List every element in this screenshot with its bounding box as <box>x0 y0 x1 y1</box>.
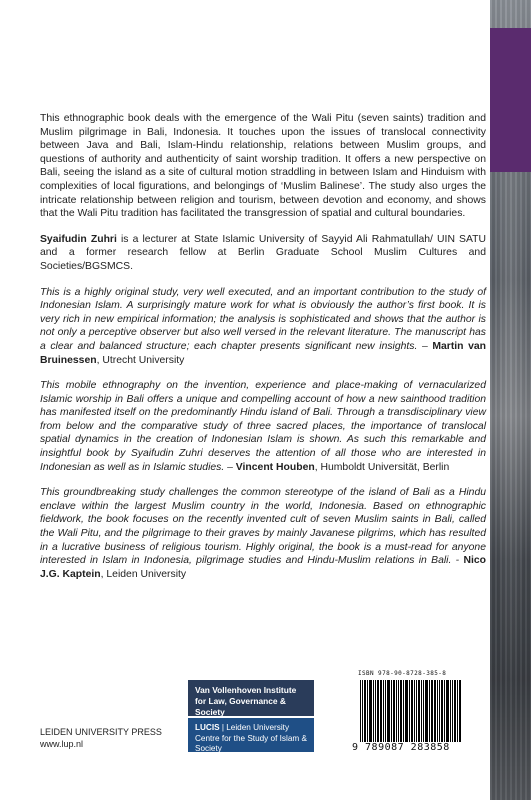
barcode-bar <box>360 680 361 742</box>
barcode-bar <box>387 680 390 742</box>
barcode-bar <box>434 680 436 742</box>
barcode-bar <box>457 680 458 742</box>
barcode-bar <box>441 680 443 742</box>
barcode-bar <box>450 680 451 742</box>
barcode-bar <box>429 680 430 742</box>
barcode-bar <box>364 680 366 742</box>
barcode-bars <box>360 680 472 742</box>
barcode-bar <box>425 680 428 742</box>
reviewer-affiliation: , Utrecht University <box>96 354 185 366</box>
barcode-bar <box>369 680 372 742</box>
review-text: This mobile ethnography on the invention, experience and place-making of vernacularized Islamic worship in Bali offers a unique and compelling account of how a new sainthood tradition has manifested itself on the predominantly Hindu island of Bali. Through a transdisciplinary view from below and the comparative study of three sacred places, the importance of translocal spatial dynamics in the creation of Indonesian Islam is shown. As such this remarkable and insightful book by Syaifudin Zuhri deserves the attention of all those who are interested in Indonesian as well as in Islamic studies. – <box>40 380 486 473</box>
author-bio <box>40 233 486 274</box>
lucis-text: | Leiden University Centre for the Study of Islam & Society <box>195 723 307 753</box>
barcode-bar <box>375 680 376 742</box>
barcode-bar <box>362 680 363 742</box>
reviewer-name: Nico J.G. Kaptein <box>40 555 486 580</box>
publisher-info <box>40 726 162 750</box>
author-bio-text: is a lecturer at State Islamic University of Sayyid Ali Rahmatullah/ UIN SATU and a former research fellow at Berlin Graduate School Muslim Cultures and Societies/BGSMCS. <box>40 233 486 272</box>
barcode-bar <box>444 680 445 742</box>
barcode-bar <box>411 680 413 742</box>
barcode-bar <box>373 680 374 742</box>
publisher-url: www.lup.nl <box>40 739 84 749</box>
barcode-bar <box>409 680 410 742</box>
barcode-bar <box>383 680 384 742</box>
barcode-bar <box>459 680 461 742</box>
barcode-bar <box>380 680 382 742</box>
back-cover-text <box>40 112 486 593</box>
review-text: This groundbreaking study challenges the common stereotype of the island of Bali as a Hindu enclave within the largest Muslim country in the world, Indonesia. Based on ethnographic fieldwork, the book focuses on the recently invented cult of seven Muslim saints in Bali, called the Wali Pitu, and the pilgrimage to their graves by mainly Javanese pilgrims, which has resulted in a lucrative business of religious tourism. Highly original, the book is a must-read for anyone interested in Islam in Indonesia, pilgrimage studies and Hindu-Muslim relations in Bali. - <box>40 487 486 567</box>
barcode-bar <box>439 680 440 742</box>
barcode-bar <box>398 680 399 742</box>
barcode-bar <box>416 680 417 742</box>
barcode-bar <box>423 680 424 742</box>
barcode-bar <box>367 680 368 742</box>
barcode-bar <box>454 680 456 742</box>
barcode-bar <box>393 680 395 742</box>
vvi-logo: Van Vollenhoven Institute for Law, Governance & Society <box>188 680 314 716</box>
barcode-bar <box>403 680 404 742</box>
publisher-name: LEIDEN UNIVERSITY PRESS <box>40 727 162 737</box>
barcode-bar <box>405 680 408 742</box>
barcode-bar <box>437 680 438 742</box>
barcode-bar <box>391 680 392 742</box>
accent-band <box>490 28 531 172</box>
barcode-bar <box>377 680 379 742</box>
reviewer-affiliation: , Leiden University <box>100 568 187 580</box>
book-blurb: This ethnographic book deals with the emergence of the Wali Pitu (seven saints) tradition and Muslim pilgrimage in Bali, Indonesia. It touches upon the issues of translocal connectivity between Java and Bali, Islam-Hindu relationship, relations between Muslim groups, and questions of authority and authenticity of saint worship tradition. It offers a new perspective on Bali, seeing the island as a site of cultural motion straddling in between Islam and Hinduism with complexities of local figurations, and belongings of ‘Muslim Balinese’. The study also urges the intricate relationship between religion and tourism, between devotion and economy, and shows that the Wali Pitu tradition has facilitated the transgression of spatial and cultural boundaries. <box>40 113 486 220</box>
author-name: Syaifudin Zuhri <box>40 233 117 245</box>
barcode-digits: 9 789087 283858 <box>352 742 450 753</box>
reviewer-name: Vincent Houben <box>235 461 315 473</box>
barcode-bar <box>446 680 449 742</box>
isbn-number: ISBN 978-90-8728-385-8 <box>358 670 447 677</box>
isbn-barcode <box>350 668 478 760</box>
lucis-logo <box>188 718 314 752</box>
barcode-bar <box>414 680 415 742</box>
barcode-bar <box>400 680 402 742</box>
reviewer-affiliation: , Humboldt Universität, Berlin <box>314 461 450 473</box>
review-text: This is a highly original study, very well executed, and an important contribution to the study of Indonesian Islam. A surprisingly mature work for what is obviously the author’s first book. It is very rich in new empirical information; the analysis is sophisticated and shows that the author is not only a perceptive observer but also well versed in the relevant literature. The manuscript has a clear and balanced structure; each chapter presents significant new insights. – <box>40 286 486 352</box>
barcode-bar <box>385 680 386 742</box>
review-3 <box>40 486 486 581</box>
review-2 <box>40 379 486 474</box>
barcode-bar <box>421 680 422 742</box>
barcode-bar <box>418 680 420 742</box>
lucis-tag: LUCIS <box>195 723 220 732</box>
barcode-bar <box>452 680 453 742</box>
barcode-bar <box>431 680 433 742</box>
reviewer-name: Martin van Bruinessen <box>40 340 487 366</box>
barcode-bar <box>396 680 397 742</box>
review-1 <box>40 286 486 368</box>
